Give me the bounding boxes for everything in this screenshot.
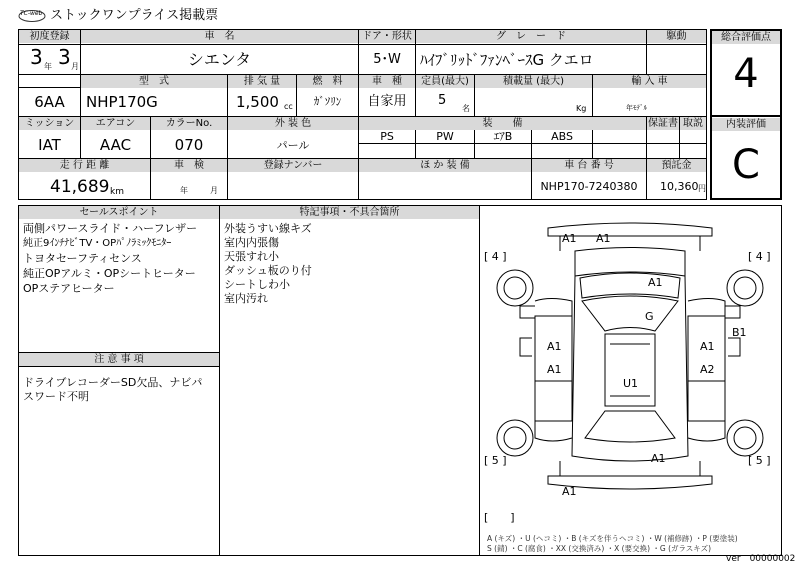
label-fuel: 燃 料	[297, 75, 358, 88]
label-chassis: 車 台 番 号	[532, 159, 646, 172]
label-car-name: 車 名	[81, 30, 358, 43]
label-type: 車 種	[359, 75, 415, 88]
exterior-value: パール	[276, 139, 310, 152]
model-prefix-value: 6AA	[34, 93, 65, 111]
equip-ps: PS	[380, 130, 394, 143]
list-item: OPステアヒーター	[23, 282, 115, 295]
label-equip: 装 備	[359, 117, 646, 130]
list-item: 両側パワースライド・ハーフレザー	[23, 222, 198, 235]
damage-rear-bumper: A1	[562, 485, 577, 498]
label-inspection: 車 検	[151, 159, 227, 172]
list-item: 純正9ｲﾝﾁﾅﾋﾞTV・OPﾊﾟﾉﾗﾐｯｸﾓﾆﾀｰ	[23, 238, 172, 249]
fuel-value: ｶﾞｿﾘﾝ	[313, 95, 342, 108]
yen-unit: 円	[698, 184, 706, 193]
label-sales-points: セールスポイント	[19, 206, 219, 219]
damage-right-front-fender: B1	[732, 326, 747, 339]
damage-front-bumper-left: A1	[562, 232, 577, 245]
label-mission: ミッション	[19, 117, 80, 130]
type-value: 自家用	[367, 94, 407, 109]
label-drive: 駆動	[647, 30, 706, 43]
list-item: 外装うすい線キズ	[224, 222, 312, 235]
inspection-year-unit: 年	[180, 186, 188, 195]
price-value: 10,360	[660, 180, 699, 193]
interior-score-value: C	[732, 142, 760, 188]
label-import: 輸 入 車	[593, 75, 706, 88]
damage-interior: U1	[623, 377, 639, 390]
capacity-value: 5	[438, 93, 447, 108]
cc-unit: cc	[284, 102, 293, 111]
color-no-value: 070	[174, 136, 204, 154]
label-exterior: 外 装 色	[228, 117, 358, 130]
form-title: ストックワンプライス掲載票	[50, 8, 219, 23]
list-item: スワード不明	[23, 390, 89, 403]
tire-spare: [ ]	[484, 511, 515, 524]
label-door: ドア・形状	[359, 30, 415, 43]
label-aircon: エアコン	[81, 117, 150, 130]
score-value: 4	[733, 51, 759, 97]
label-price: 預託金	[647, 159, 706, 172]
aircon-value: AAC	[99, 136, 132, 154]
capacity-unit: 名	[462, 104, 470, 113]
label-load: 積載量 (最大)	[475, 75, 592, 88]
list-item: 純正OPアルミ・OPシートヒーター	[23, 267, 196, 280]
equip-airbag: ｴｱB	[493, 130, 513, 143]
label-score: 総合評価点	[712, 31, 780, 44]
mission-value: IAT	[38, 136, 61, 154]
car-name-value: シエンタ	[187, 50, 252, 69]
label-grade: グ レ ー ド	[416, 30, 646, 43]
import-model-unit: 年ﾓﾃﾞﾙ	[626, 104, 647, 112]
door-value: 5･W	[373, 52, 401, 67]
damage-legend-line-2: S (錆) ・C (腐食) ・XX (交換済み) ・X (要交換) ・G (ガラスキズ)	[487, 544, 712, 553]
inspection-month-unit: 月	[210, 186, 218, 195]
label-notes: 注 意 事 項	[19, 353, 219, 366]
damage-rear-gate: A1	[651, 452, 666, 465]
label-interior-score: 内装評価	[712, 118, 780, 131]
label-special-notes: 特記事項・不具合箇所	[220, 206, 479, 219]
list-item: ドライブレコーダーSD欠品、ナビパ	[23, 376, 203, 389]
label-mileage: 走 行 距 離	[19, 159, 150, 172]
damage-legend-line-1: A (キズ) ・U (ヘコミ) ・B (キズを伴うヘコミ) ・W (補修跡) ・P (要塗装)	[487, 534, 738, 543]
label-model: 型 式	[81, 75, 227, 88]
label-color-no: カラーNo.	[151, 117, 227, 130]
logo: TC-web	[18, 8, 46, 22]
version-label: ver 00000002	[726, 554, 796, 564]
displacement-value: 1,500	[236, 93, 279, 111]
equip-pw: PW	[436, 130, 454, 143]
label-capacity: 定員(最大)	[416, 75, 474, 88]
list-item: 室内汚れ	[224, 292, 268, 305]
damage-roof: G	[645, 310, 654, 323]
tire-rear-left: [ 5 ]	[484, 454, 507, 467]
label-first-reg: 初度登録	[19, 30, 80, 43]
list-item: シートしわ小	[224, 278, 290, 291]
grade-value: ﾊｲﾌﾞﾘｯﾄﾞﾌｧﾝﾍﾞｰｽG クエロ	[420, 51, 594, 69]
mileage-value: 41,689	[50, 177, 110, 197]
tire-front-left: [ 4 ]	[484, 250, 507, 263]
km-unit: km	[110, 187, 124, 197]
damage-hood: A1	[648, 276, 663, 289]
equip-abs: ABS	[551, 130, 573, 143]
tire-rear-right: [ 5 ]	[748, 454, 771, 467]
label-displacement: 排 気 量	[228, 75, 296, 88]
damage-left-front-door: A1	[547, 340, 562, 353]
list-item: トヨタセーフティセンス	[23, 252, 142, 265]
label-plate: 登録ナンバー	[228, 159, 358, 172]
load-unit: Kg	[576, 104, 587, 113]
list-item: 室内内張傷	[224, 236, 279, 249]
list-item: 天張すれ小	[224, 250, 279, 263]
tire-front-right: [ 4 ]	[748, 250, 771, 263]
model-value: NHP170G	[86, 93, 158, 111]
damage-right-front-door: A1	[700, 340, 715, 353]
damage-left-rear-door: A1	[547, 363, 562, 376]
damage-right-rear-door: A2	[700, 363, 715, 376]
label-other-equip: ほ か 装 備	[359, 159, 531, 172]
label-warranty: 保証書	[648, 118, 678, 129]
list-item: ダッシュ板のり付	[224, 264, 312, 277]
label-manual: 取説	[680, 117, 706, 130]
damage-front-bumper-right: A1	[596, 232, 611, 245]
chassis-value: NHP170-7240380	[540, 180, 638, 193]
